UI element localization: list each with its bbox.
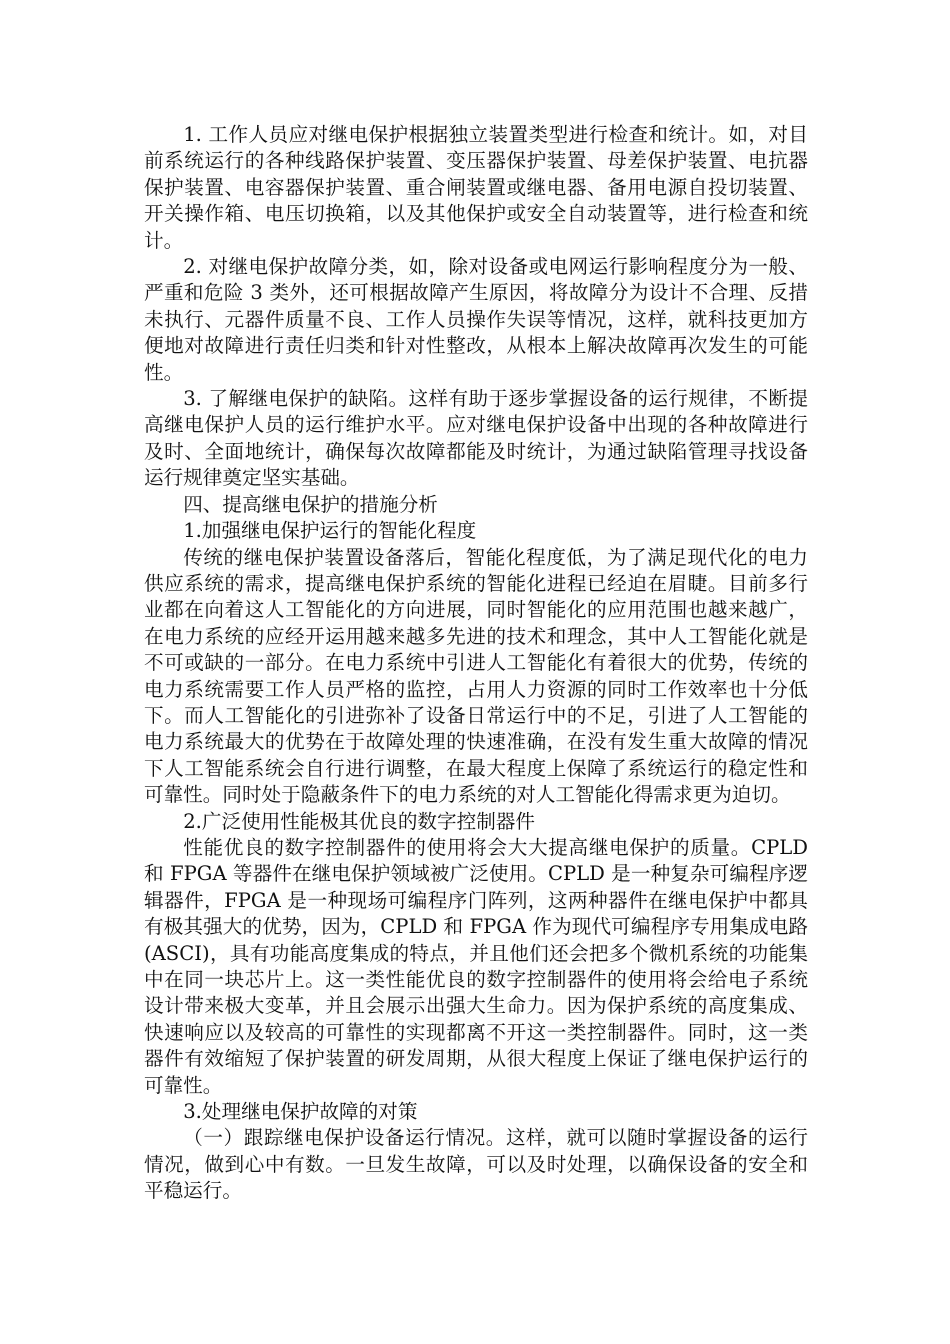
paragraph-6: （一）跟踪继电保护设备运行情况。这样，就可以随时掌握设备的运行情况，做到心中有数。一旦发生故障，可以及时处理，以确保设备的安全和平稳运行。 (144, 1126, 808, 1203)
paragraph-3: 3. 了解继电保护的缺陷。这样有助于逐步掌握设备的运行规律，不断提高继电保护人员的运行维护水平。应对继电保护设备中出现的各种故障进行及时、全面地统计，确保每次故障都能及时统计，为通过缺陷管理寻找设备运行规律奠定坚实基础。 (144, 387, 808, 490)
document-body (144, 122, 808, 1205)
paragraph-5: 性能优良的数字控制器件的使用将会大大提高继电保护的质量。CPLD 和 FPGA 等器件在继电保护领域被广泛使用。CPLD 是一种复杂可编程序逻辑器件，FPGA 是一种现场可编程序门阵列，这两种器件在继电保护中都具有极其强大的优势，因为，CPLD 和 FPGA 作为现代可编程序专用集成电路(ASCI)，具有功能高度集成的特点，并且他们还会把多个微机系统的功能集中在同一块芯片上。这一类性能优良的数字控制器件的使用将会给电子系统设计带来极大变革，并且会展示出强大生命力。因为保护系统的高度集成、快速响应以及较高的可靠性的实现都离不开这一类控制器件。同时，这一类器件有效缩短了保护装置的研发周期，从很大程度上保证了继电保护运行的可靠性。 (144, 835, 808, 1097)
subheading-4-2: 2.广泛使用性能极其优良的数字控制器件 (183, 809, 535, 833)
paragraph-4: 传统的继电保护装置设备落后，智能化程度低，为了满足现代化的电力供应系统的需求，提高继电保护系统的智能化进程已经迫在眉睫。目前多行业都在向着这人工智能化的方向进展，同时智能化的应用范围也越来越广，在电力系统的应经开运用越来越多先进的技术和理念，其中人工智能化就是不可或缺的一部分。在电力系统中引进人工智能化有着很大的优势，传统的电力系统需要工作人员严格的监控，占用人力资源的同时工作效率也十分低下。而人工智能化的引进弥补了设备日常运行中的不足，引进了人工智能的电力系统最大的优势在于故障处理的快速准确，在没有发生重大故障的情况下人工智能系统会自行进行调整，在最大程度上保障了系统运行的稳定性和可靠性。同时处于隐蔽条件下的电力系统的对人工智能化得需求更为迫切。 (144, 545, 808, 807)
subheading-4-3: 3.处理继电保护故障的对策 (183, 1100, 418, 1124)
paragraph-2: 2. 对继电保护故障分类，如，除对设备或电网运行影响程度分为一般、严重和危险 3 类外，还可根据故障产生原因，将故障分为设计不合理、反措未执行、元器件质量不良、工作人员操作失误等情况，这样，就科技更加方便地对故障进行责任归类和针对性整改，从根本上解决故障再次发生的可能性。 (144, 255, 808, 384)
paragraph-1: 1. 工作人员应对继电保护根据独立装置类型进行检查和统计。如，对目前系统运行的各种线路保护装置、变压器保护装置、母差保护装置、电抗器保护装置、电容器保护装置、重合闸装置或继电器、备用电源自投切装置、开关操作箱、电压切换箱，以及其他保护或安全自动装置等，进行检查和统计。 (144, 123, 808, 252)
subheading-4-1: 1.加强继电保护运行的智能化程度 (183, 519, 477, 543)
section-heading-4: 四、提高继电保护的措施分析 (183, 492, 438, 516)
